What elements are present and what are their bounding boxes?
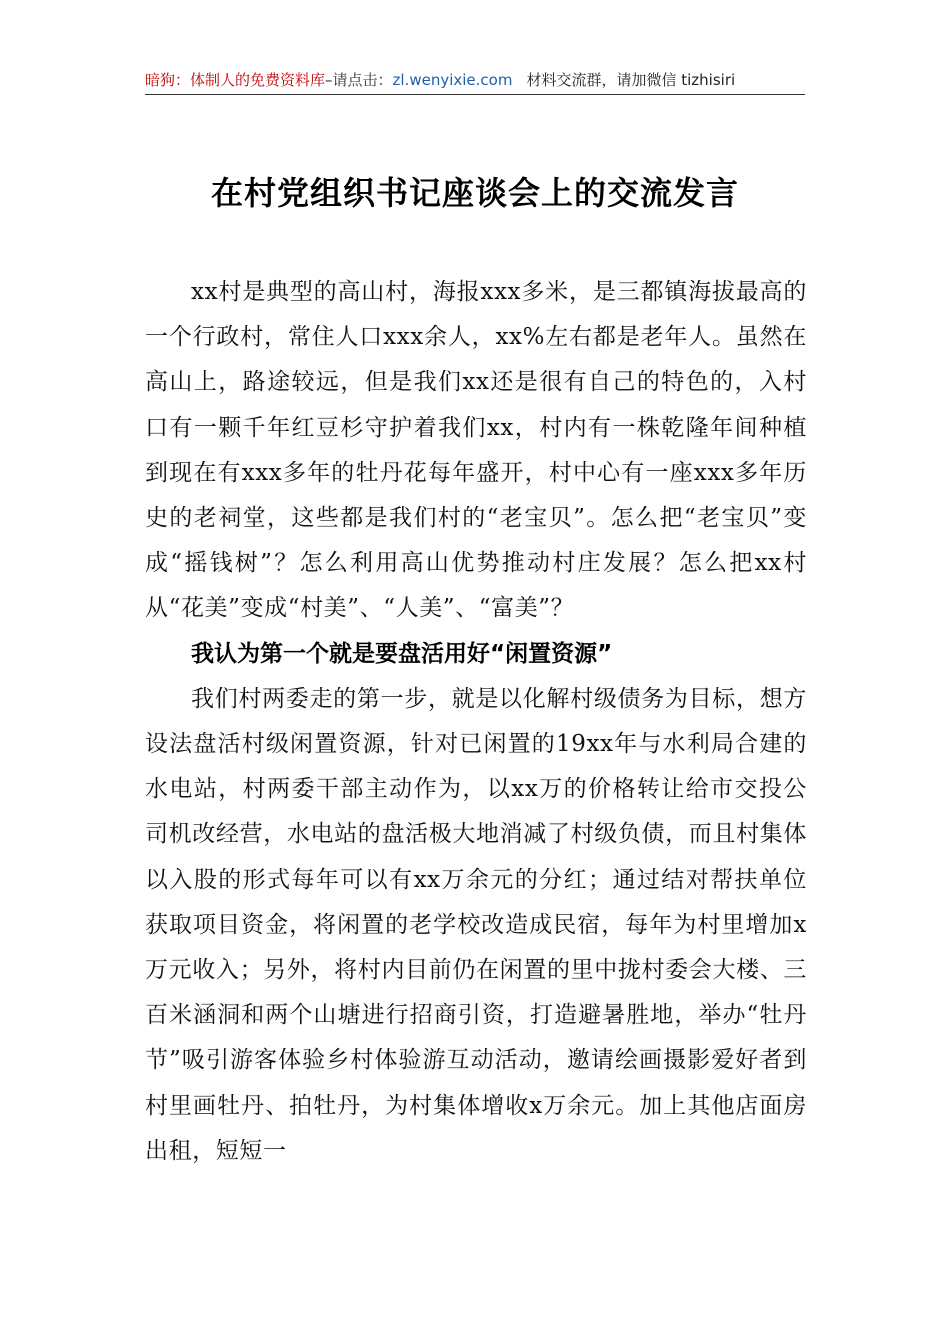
- header-divider: [145, 94, 805, 95]
- section-heading: 我认为第一个就是要盘活用好“闲置资源”: [191, 640, 613, 667]
- paragraph-idle-resources: 我们村两委走的第一步，就是以化解村级债务为目标，想方设法盘活村级闲置资源，针对已闲置的19xx年与水利局合建的水电站，村两委干部主动作为，以xx万的价格转让给市交投公司机改经营，水电站的盘活极大地消减了村级负债，而且村集体以入股的形式每年可以有xx万余元的分红；通过结对帮扶单位获取项目资金，将闲置的老学校改造成民宿，每年为村里增加x万元收入；另外，将村内目前仍在闲置的里中拢村委会大楼、三百米涵洞和两个山塘进行招商引资，打造避暑胜地，举办“牡丹节”吸引游客体验乡村体验游互动活动，邀请绘画摄影爱好者到村里画牡丹、拍牡丹，为村集体增收x万余元。加上其他店面房出租，短短一: [145, 685, 807, 1164]
- header-wechat-note: 材料交流群，请加微信 tizhisiri: [526, 71, 736, 89]
- header-separator: –请点击：: [325, 71, 393, 89]
- paragraph-intro: xx村是典型的高山村，海报xxx多米，是三都镇海拔最高的一个行政村，常住人口xxx余人，xx%左右都是老年人。虽然在高山上，路途较远，但是我们xx还是很有自己的特色的，入村口有一颗千年红豆杉守护着我们xx，村内有一株乾隆年间种植到现在有xxx多年的牡丹花每年盛开，村中心有一座xxx多年历史的老祠堂，这些都是我们村的“老宝贝”。怎么把“老宝贝”变成“摇钱树”？怎么利用高山优势推动村庄发展？怎么把xx村从“花美”变成“村美”、“人美”、“富美”？: [145, 279, 807, 622]
- header-brand: 暗狗：体制人的免费资料库: [145, 71, 326, 89]
- document-title: 在村党组织书记座谈会上的交流发言: [210, 174, 739, 212]
- header-url-link[interactable]: zl.wenyixie.com: [392, 71, 513, 89]
- page-header: [145, 68, 805, 92]
- document-body: [145, 270, 807, 1174]
